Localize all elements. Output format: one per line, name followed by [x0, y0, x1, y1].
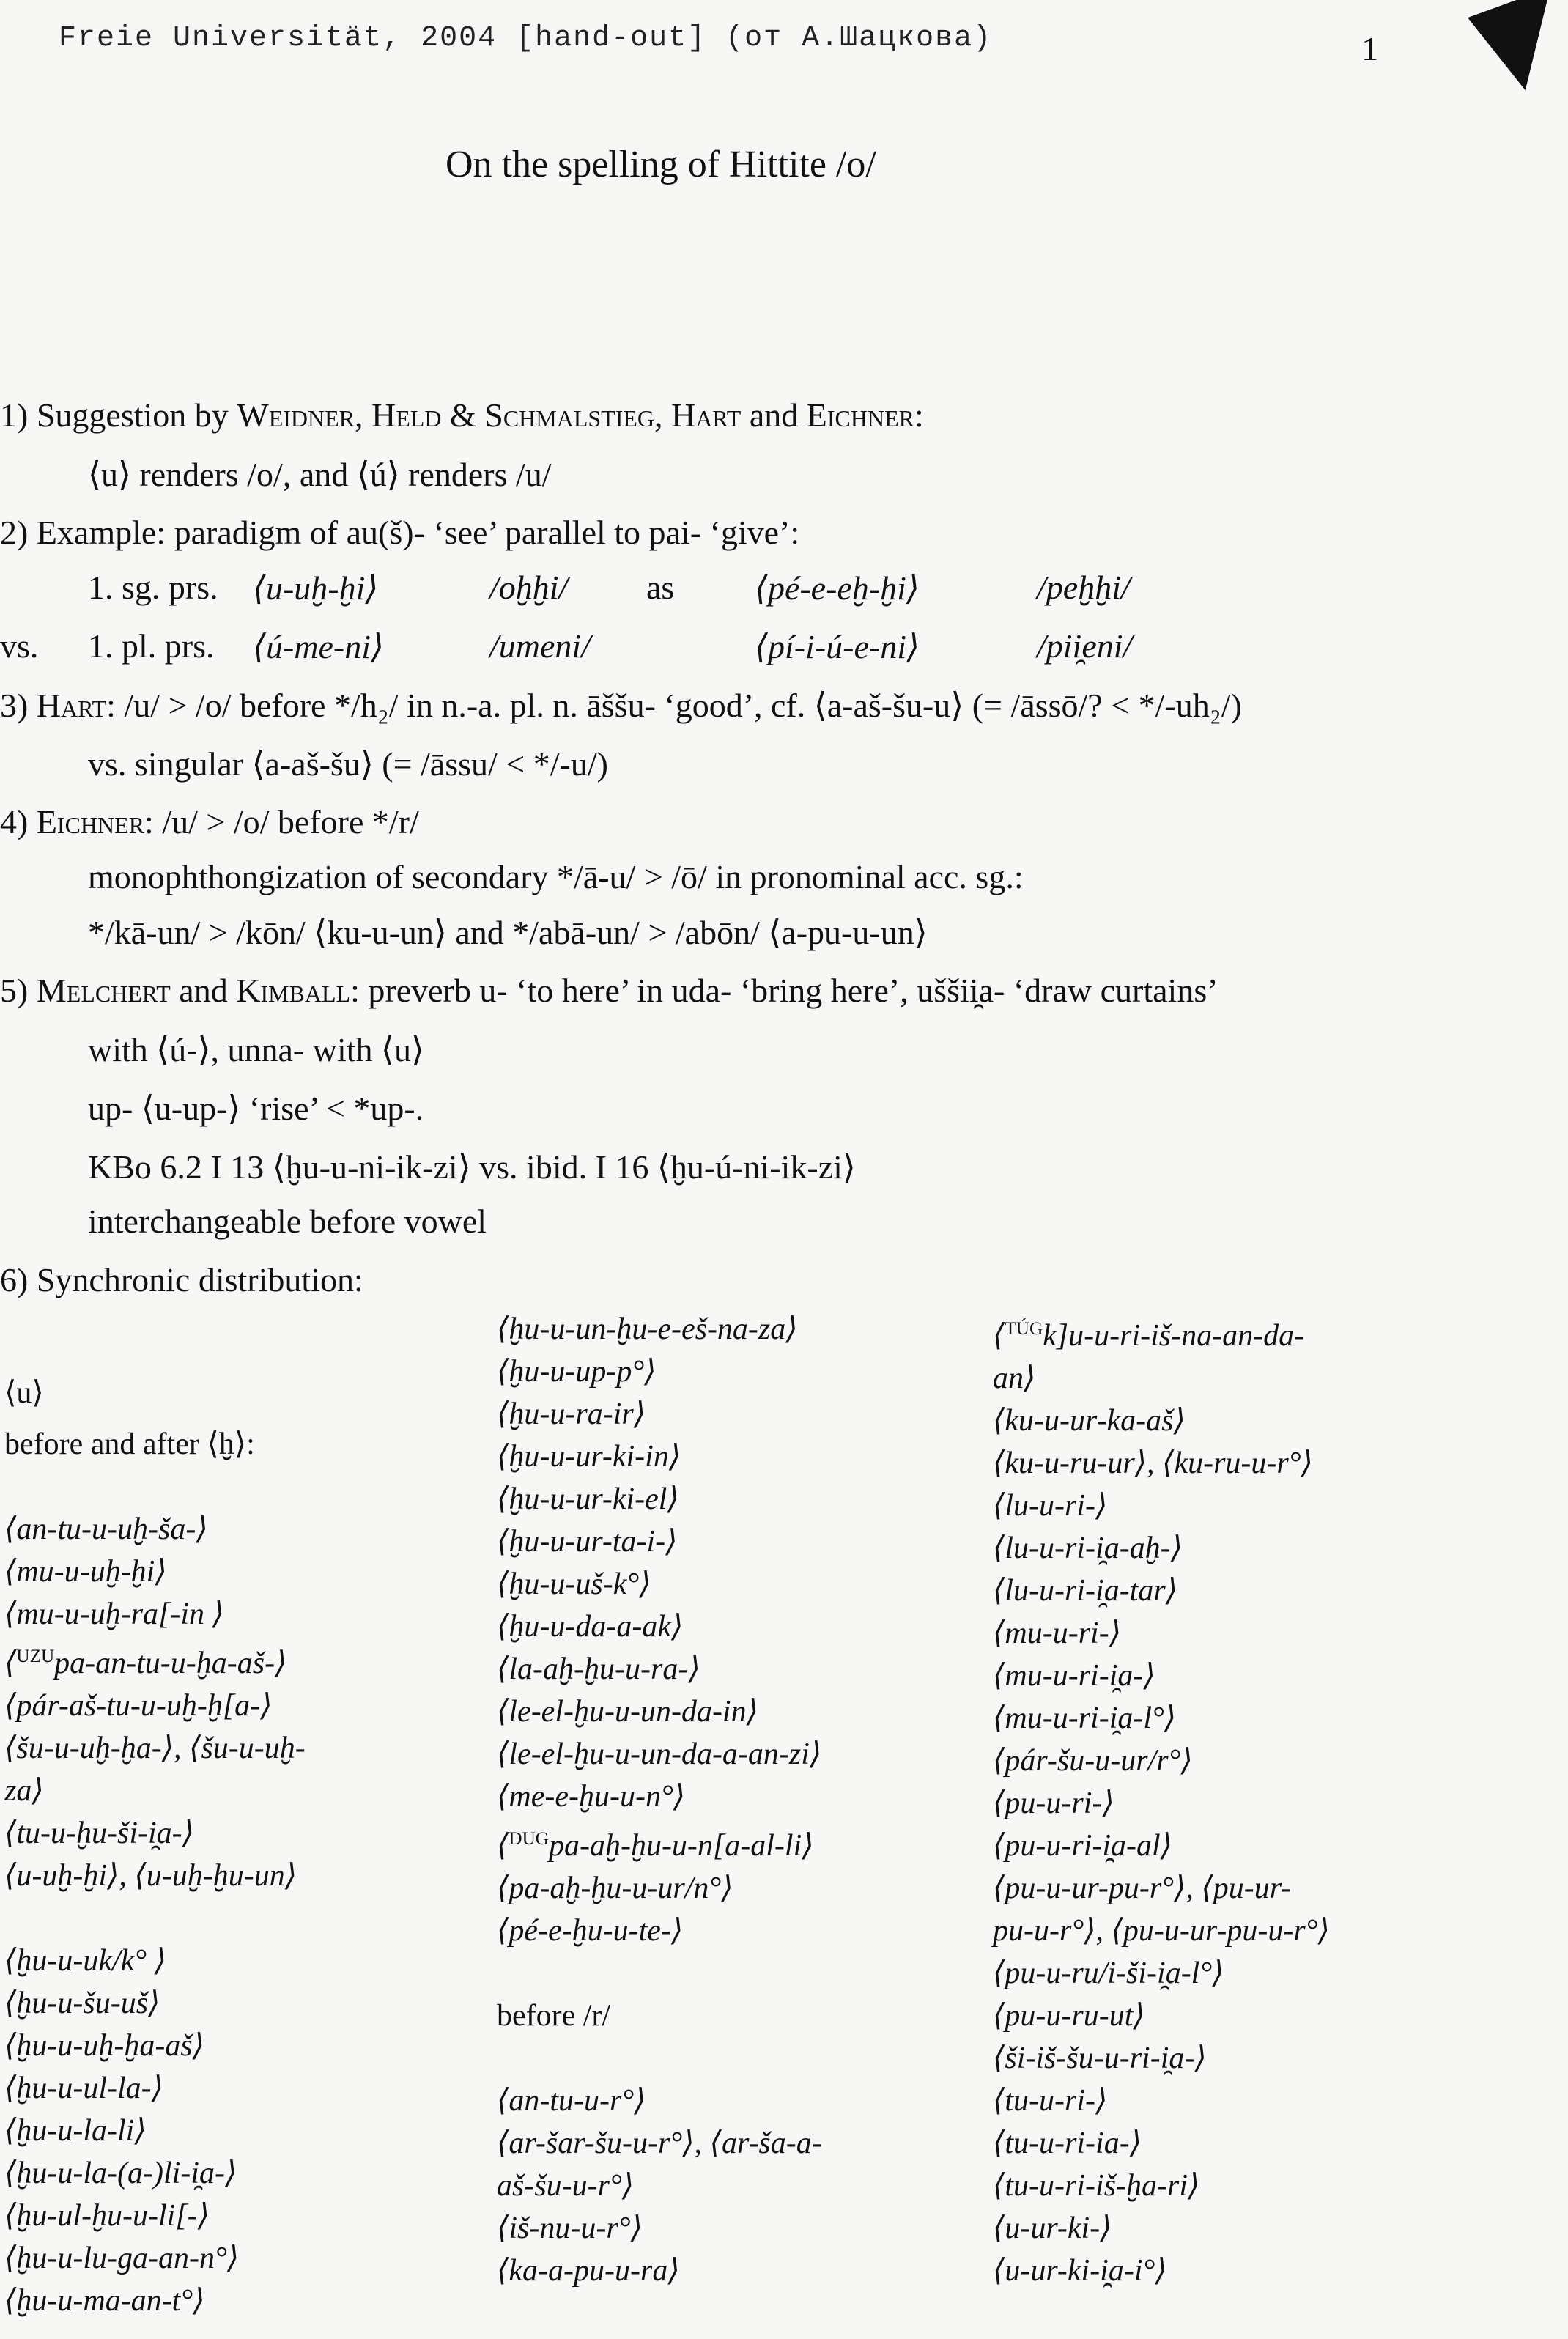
list-item: ⟨mu-u-ri-i̯a-l°⟩ [993, 1701, 1177, 1735]
section-5-line-3: up- ⟨u-up-⟩ ‘rise’ < *up-. [88, 1090, 424, 1127]
section-5-line-5: interchangeable before vowel [88, 1202, 487, 1240]
list-item: aš-šu-u-r°⟩ [497, 2169, 635, 2203]
column-1-subheading: before and after ⟨ḫ⟩: [4, 1427, 255, 1461]
list-item: ⟨lu-u-ri-⟩ [993, 1489, 1108, 1523]
list-item: ⟨ḫu-ul-ḫu-u-li[-⟩ [4, 2199, 210, 2233]
list-item: ⟨ḫu-u-un-ḫu-e-eš-na-za⟩ [497, 1312, 798, 1346]
section-2-row-2-phon-2: /pii̯eni/ [1037, 627, 1133, 665]
list-item: ⟨ḫu-u-da-a-ak⟩ [497, 1610, 684, 1644]
document-title: On the spelling of Hittite /o/ [445, 144, 876, 185]
list-item: ⟨ḫu-u-šu-uš⟩ [4, 1987, 160, 2020]
section-3-line-2: vs. singular ⟨a-aš-šu⟩ (= /āssu/ < */-u/) [88, 745, 608, 783]
list-item: ⟨ḫu-u-ur-ta-i-⟩ [497, 1525, 678, 1559]
section-4-line-3: */kā-un/ > /kōn/ ⟨ku-u-un⟩ and */abā-un/ > /abōn/ ⟨a-pu-u-un⟩ [88, 914, 928, 951]
section-5-line-4: KBo 6.2 I 13 ⟨ḫu-u-ni-ik-zi⟩ vs. ibid. I 16 ⟨ḫu-ú-ni-ik-zi⟩ [88, 1148, 856, 1186]
list-item: ⟨pu-u-ru-ut⟩ [993, 1999, 1145, 2033]
list-item: ⟨ḫu-u-la-li⟩ [4, 2114, 147, 2148]
section-1-heading: 1) Suggestion by Weidner, Held & Schmalstieg, Hart and Eichner: [0, 396, 924, 434]
section-2-row-2-phon: /umeni/ [489, 627, 591, 665]
column-1-heading: ⟨u⟩ [4, 1376, 44, 1410]
list-item: ⟨$^{DUG}$pa-aḫ-ḫu-u-n[a-al-li⟩ [497, 1829, 814, 1863]
list-item: ⟨la-aḫ-ḫu-u-ra-⟩ [497, 1652, 700, 1686]
list-item: ⟨tu-u-ri-ia-⟩ [993, 2126, 1142, 2160]
section-2-row-2-form: ⟨ú-me-ni⟩ [253, 628, 384, 665]
list-item: ⟨mu-u-ri-i̯a-⟩ [993, 1659, 1155, 1693]
list-item: ⟨ḫu-u-uḫ-ḫa-aš⟩ [4, 2029, 205, 2063]
list-item: ⟨lu-u-ri-i̯a-aḫ-⟩ [993, 1531, 1183, 1565]
list-item: ⟨tu-u-ḫu-ši-i̯a-⟩ [4, 1817, 195, 1850]
list-item: ⟨lu-u-ri-i̯a-tar⟩ [993, 1574, 1178, 1608]
section-2-row-2-vs: vs. [0, 627, 39, 665]
section-4-line-2: monophthongization of secondary */ā-u/ > /ō/ in pronominal acc. sg.: [88, 858, 1024, 895]
list-item: ⟨$^{UZU}$pa-an-tu-u-ḫa-aš-⟩ [4, 1647, 287, 1680]
section-2-row-1-form: ⟨u-uḫ-ḫi⟩ [253, 569, 379, 607]
list-item: ⟨mu-u-ri-⟩ [993, 1616, 1122, 1650]
list-item: ⟨ḫu-u-up-p°⟩ [497, 1355, 657, 1389]
list-item: ⟨pu-u-ri-⟩ [993, 1786, 1114, 1820]
list-item: ⟨an-tu-u-r°⟩ [497, 2084, 646, 2118]
section-2-row-1-phon-2: /peḫḫi/ [1037, 569, 1131, 606]
list-item: ⟨iš-nu-u-r°⟩ [497, 2211, 643, 2245]
list-item: ⟨u-uḫ-ḫi⟩, ⟨u-uḫ-ḫu-un⟩ [4, 1859, 297, 1893]
list-item: ⟨tu-u-ri-iš-ḫa-ri⟩ [993, 2169, 1200, 2203]
list-item: ⟨pu-u-ri-i̯a-al⟩ [993, 1829, 1173, 1863]
section-2-row-1-form-2: ⟨pé-e-eḫ-ḫi⟩ [755, 569, 920, 607]
section-6-heading: 6) Synchronic distribution: [0, 1261, 363, 1298]
list-item: pu-u-r°⟩, ⟨pu-u-ur-pu-u-r°⟩ [993, 1914, 1330, 1948]
list-item: ⟨ar-šar-šu-u-r°⟩, ⟨ar-ša-a- [497, 2126, 822, 2160]
section-2-row-1-phon: /oḫḫi/ [489, 569, 569, 606]
list-item: ⟨ḫu-u-ra-ir⟩ [497, 1397, 646, 1431]
distribution-column-2 [497, 1308, 822, 2292]
list-item: ⟨$^{TÚG}$k]u-u-ri-iš-na-an-da- [993, 1319, 1305, 1353]
section-5-heading: 5) Melchert and Kimball: preverb u- ‘to here’ in uda- ‘bring here’, uššii̯a- ‘draw curtains’ [0, 972, 1218, 1009]
page-header: Freie Universität, 2004 [hand-out] (от А.Шацкова) [59, 22, 993, 55]
list-item: ⟨ḫu-u-uk/k° ⟩ [4, 1944, 166, 1978]
list-item: an⟩ [993, 1361, 1036, 1395]
list-item: ⟨pu-u-ru/i-ši-i̯a-l°⟩ [993, 1956, 1224, 1990]
list-item: ⟨ḫu-u-ul-la-⟩ [4, 2072, 164, 2105]
list-item: ⟨u-ur-ki-i̯a-i°⟩ [993, 2254, 1167, 2288]
list-item: ⟨ḫu-u-uš-k°⟩ [497, 1567, 651, 1601]
list-item: ⟨an-tu-u-uḫ-ša-⟩ [4, 1512, 208, 1546]
scan-corner-mark [1468, 0, 1568, 100]
list-item: ⟨ku-u-ur-ka-aš⟩ [993, 1404, 1186, 1438]
list-item: ⟨le-el-ḫu-u-un-da-a-an-zi⟩ [497, 1737, 822, 1771]
list-item: ⟨tu-u-ri-⟩ [993, 2084, 1108, 2118]
list-item: ⟨mu-u-uḫ-ra[-in ⟩ [4, 1597, 224, 1631]
list-item: ⟨pár-aš-tu-u-uḫ-ḫ[a-⟩ [4, 1689, 273, 1723]
list-item: ⟨ḫu-u-lu-ga-an-n°⟩ [4, 2242, 240, 2275]
section-2-row-2-form-2: ⟨pí-i-ú-e-ni⟩ [755, 628, 920, 665]
section-3-heading: 3) Hart: /u/ > /o/ before */h₂/ in n.-a. pl. n. āššu- ‘good’, cf. ⟨a-aš-šu-u⟩ (= /āssō/? < */-uh₂/) [0, 687, 1242, 724]
list-item: ⟨ḫu-u-ur-ki-in⟩ [497, 1440, 681, 1474]
list-item: ⟨pu-u-ur-pu-r°⟩, ⟨pu-ur- [993, 1871, 1292, 1905]
section-5-line-2: with ⟨ú-⟩, unna- with ⟨u⟩ [88, 1031, 424, 1068]
list-item: ⟨ka-a-pu-u-ra⟩ [497, 2254, 680, 2288]
list-item: ⟨šu-u-uḫ-ḫa-⟩, ⟨šu-u-uḫ- [4, 1732, 306, 1765]
section-2-heading: 2) Example: paradigm of au(š)- ‘see’ parallel to pai- ‘give’: [0, 514, 800, 551]
section-2-row-1-label: 1. sg. prs. [88, 569, 218, 606]
list-item: ⟨pár-šu-u-ur/r°⟩ [993, 1744, 1193, 1778]
list-item: ⟨mu-u-uḫ-ḫi⟩ [4, 1555, 167, 1589]
column-2-subheading: before /r/ [497, 1999, 611, 2033]
list-item: ⟨me-e-ḫu-u-n°⟩ [497, 1780, 686, 1814]
list-item: ⟨ši-iš-šu-u-ri-i̯a-⟩ [993, 2041, 1207, 2075]
list-item: ⟨ḫu-u-la-(a-)li-i̯a-⟩ [4, 2157, 237, 2190]
list-item: ⟨u-ur-ki-⟩ [993, 2211, 1112, 2245]
list-item: ⟨ḫu-u-ma-an-t°⟩ [4, 2284, 205, 2318]
list-item: ⟨pa-aḫ-ḫu-u-ur/n°⟩ [497, 1871, 733, 1905]
section-4-heading: 4) Eichner: /u/ > /o/ before */r/ [0, 803, 419, 840]
distribution-column-3 [993, 1308, 1330, 2292]
section-2-row-1-as: as [646, 569, 675, 606]
section-2-row-2-label: 1. pl. prs. [88, 627, 215, 665]
list-item: ⟨ḫu-u-ur-ki-el⟩ [497, 1482, 679, 1516]
page-number: 1 [1361, 30, 1378, 67]
list-item: ⟨pé-e-ḫu-u-te-⟩ [497, 1914, 684, 1948]
section-1-line-2: ⟨u⟩ renders /o/, and ⟨ú⟩ renders /u/ [88, 456, 552, 493]
list-item: ⟨ku-u-ru-ur⟩, ⟨ku-ru-u-r°⟩ [993, 1446, 1313, 1480]
distribution-column-1 [4, 1372, 306, 2322]
list-item: ⟨le-el-ḫu-u-un-da-in⟩ [497, 1695, 758, 1729]
list-item: za⟩ [4, 1774, 44, 1808]
